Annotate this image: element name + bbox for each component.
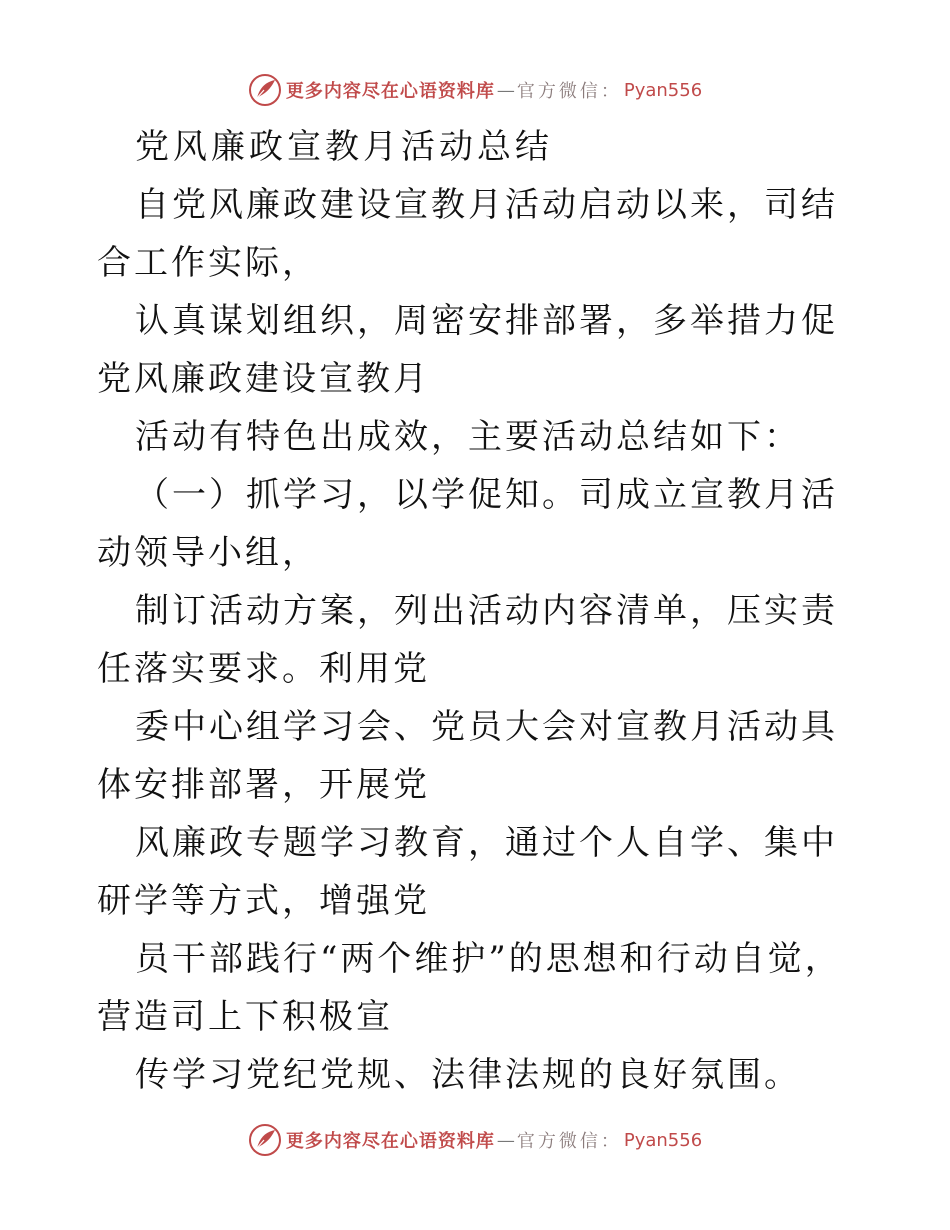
paragraph: 风廉政专题学习教育，通过个人自学、集中研学等方式，增强党 [97,823,838,921]
paragraph: （一）抓学习，以学促知。司成立宣教月活动领导小组， [97,475,838,573]
document-title: 党风廉政宣教月活动总结 [135,127,553,167]
watermark-id: Pyan556 [623,79,703,101]
paragraph: 认真谋划组织，周密安排部署，多举措力促党风廉政建设宣教月 [97,301,838,399]
feather-logo-icon [248,1123,282,1157]
paragraph: 传学习党纪党规、法律法规的良好氛围。 [135,1055,801,1095]
watermark-sub-text: 官方微信： [516,1131,622,1152]
watermark-dash: — [496,79,515,101]
watermark-footer [0,1120,950,1160]
watermark-id: Pyan556 [623,1129,703,1151]
watermark-main-text: 更多内容尽在心语资料库 [285,1131,495,1152]
document-body [97,118,857,1104]
paragraph: 自党风廉政建设宣教月活动启动以来，司结合工作实际， [97,185,838,283]
paragraph: 活动有特色出成效，主要活动总结如下： [135,417,801,457]
watermark-dash: — [496,1129,515,1151]
paragraph: 员干部践行“两个维护”的思想和行动自觉，营造司上下积极宣 [97,939,842,1037]
feather-logo-icon [248,73,282,107]
watermark-main-text: 更多内容尽在心语资料库 [285,81,495,102]
paragraph: 委中心组学习会、党员大会对宣教月活动具体安排部署，开展党 [97,707,838,805]
watermark-sub-text: 官方微信： [516,81,622,102]
watermark-header [0,70,950,110]
paragraph: 制订活动方案，列出活动内容清单，压实责任落实要求。利用党 [97,591,838,689]
